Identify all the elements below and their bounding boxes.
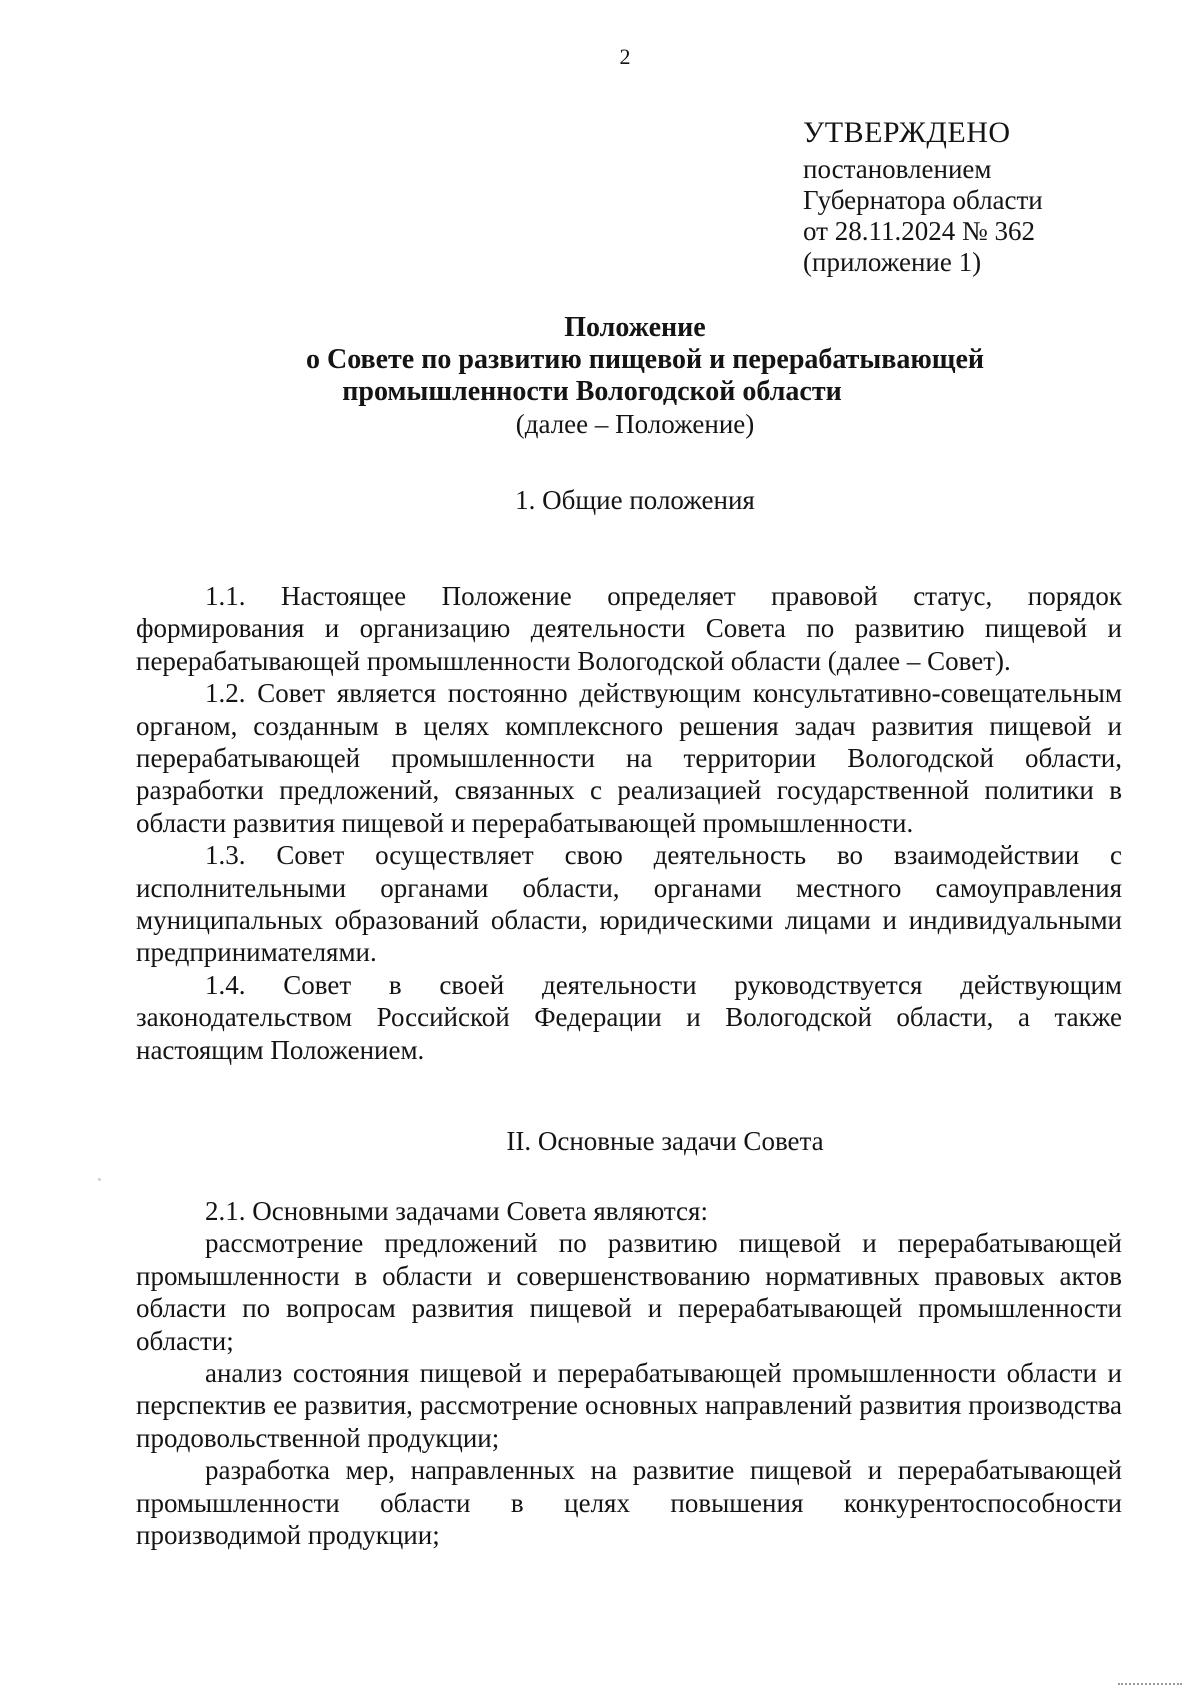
paragraph: рассмотрение предложений по развитию пищевой и перерабатывающей промышленности в области и совершенствованию нормативных правовых актов области по вопросам развития пищевой и перерабатывающей промышленности области;: [136, 1228, 1122, 1356]
paragraph: 2.1. Основными задачами Совета являются:: [205, 1196, 708, 1226]
approval-line: от 28.11.2024 № 362: [803, 216, 1035, 246]
section-1-body: [136, 580, 1122, 1066]
title-line: Положение: [564, 312, 706, 343]
title-line: о Совете по развитию пищевой и перерабатывающей: [305, 344, 984, 375]
paragraph: 1.3. Совет осуществляет свою деятельность во взаимодействии с исполнительными органами области, органами местного самоуправления муниципальных образований области, юридическими лицами и индивидуальными предпринимателями.: [136, 840, 1122, 968]
title-line: промышленности Вологодской области: [342, 376, 842, 407]
paragraph: разработка мер, направленных на развитие пищевой и перерабатывающей промышленности области в целях повышения конкурентоспособности производимой продукции;: [136, 1455, 1122, 1551]
paragraph: 1.1. Настоящее Положение определяет правовой статус, порядок формирования и организацию деятельности Совета по развитию пищевой и перерабатывающей промышленности Вологодской области (далее – Совет).: [136, 581, 1122, 676]
paragraph: анализ состояния пищевой и перерабатывающей промышленности области и перспектив ее развития, рассмотрение основных направлений развития производства продовольственной продукции;: [136, 1358, 1122, 1453]
approval-line: Губернатора области: [803, 185, 1043, 215]
paragraph: 1.2. Совет является постоянно действующим консультативно-совещательным органом, созданным в целях комплексного решения задач развития пищевой и перерабатывающей промышленности на территории Вологодской области, разработки предложений, связанных с реализацией государственной политики в области развития пищевой и перерабатывающей промышленности.: [136, 678, 1122, 838]
page-number: 2: [619, 44, 631, 69]
section-1-heading: 1. Общие положения: [515, 485, 755, 515]
scan-artifact: [1118, 1683, 1182, 1691]
approval-line: (приложение 1): [803, 247, 982, 277]
section-2-heading: II. Основные задачи Совета: [506, 1126, 824, 1156]
scan-artifact: [98, 1178, 101, 1181]
section-2-body: [136, 1195, 1122, 1551]
title-subtitle: (далее – Положение): [515, 409, 755, 439]
approval-line: постановлением: [803, 154, 992, 184]
approval-stamp-block: [803, 112, 1183, 278]
paragraph: 1.4. Совет в своей деятельности руководствуется действующим законодательством Российской Федерации и Вологодской области, а также настоящим Положением.: [136, 969, 1122, 1065]
document-title: [120, 312, 1150, 440]
approval-title: УТВЕРЖДЕНО: [803, 116, 1011, 149]
